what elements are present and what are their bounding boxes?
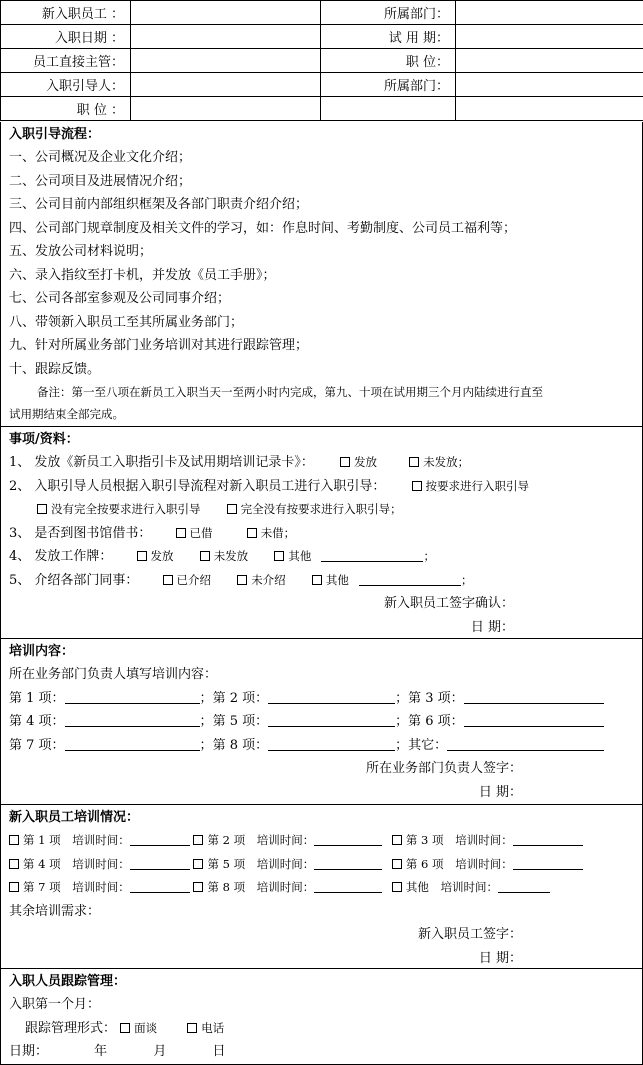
- status-item-8-checkbox[interactable]: 第 8 项: [193, 880, 245, 894]
- items-date: 日 期：: [470, 619, 514, 635]
- header-row: [1, 49, 643, 73]
- training-section: [0, 639, 643, 805]
- items-line-2: [9, 475, 634, 499]
- time-label: 培训时间：: [440, 880, 499, 894]
- header-row: [1, 25, 643, 49]
- status-row: [9, 853, 634, 877]
- time-label: 培训时间：: [256, 856, 315, 871]
- status-item-7-checkbox[interactable]: 第 7 项: [9, 880, 61, 894]
- time-5-input[interactable]: [314, 856, 382, 870]
- sep: ；: [199, 690, 213, 706]
- badge-other-checkbox[interactable]: 其他: [274, 549, 311, 564]
- items-section: [0, 427, 643, 639]
- items-title: 事项/资料：: [9, 432, 79, 447]
- items-line-5-label: 5、 介绍各部门同事：: [9, 572, 139, 588]
- empty-cell: [456, 97, 643, 121]
- training-sign: 所在业务部门负责人签字：: [365, 761, 522, 776]
- header-row: [1, 73, 643, 97]
- training-row: [9, 734, 634, 758]
- not-introduced-checkbox[interactable]: 未介绍: [237, 573, 286, 588]
- time-label: 培训时间：: [256, 880, 315, 894]
- flow-item: 八、带领新入职员工至其所属业务部门；: [9, 314, 244, 330]
- time-7-input[interactable]: [130, 879, 190, 893]
- guided-as-required-checkbox[interactable]: 按要求进行入职引导: [412, 479, 530, 494]
- sep: ；: [199, 737, 213, 753]
- status-item-4-checkbox[interactable]: 第 4 项: [9, 857, 61, 871]
- training-title: 培训内容：: [9, 644, 75, 659]
- flow-item: 四、公司部门规章制度及相关文件的学习，如：作息时间、考勤制度、公司员工福利等；: [9, 220, 517, 236]
- training-date: 日 期：: [478, 784, 522, 800]
- probation-label: 试 用 期：: [321, 25, 456, 49]
- guide-department-label: 所属部门：: [321, 73, 456, 97]
- status-date: 日 期：: [478, 950, 522, 966]
- training-item-3-input[interactable]: [464, 690, 604, 704]
- flow-note: 备注：第一至八项在新员工入职当天一至两小时内完成，第九、十项在试用期三个月内陆续进行直至: [37, 385, 543, 399]
- flow-item: 九、针对所属业务部门业务培训对其进行跟踪管理；: [9, 338, 309, 353]
- header-row: [1, 1, 643, 25]
- training-item-label: 第 8 项：: [212, 737, 269, 753]
- flow-item: 五、发放公司材料说明；: [9, 244, 153, 259]
- training-item-2-input[interactable]: [268, 690, 395, 704]
- supervisor-label: 员工直接主管：: [1, 49, 131, 73]
- training-item-7-input[interactable]: [65, 737, 200, 751]
- status-title: 新入职员工培训情况：: [9, 810, 140, 825]
- department-field[interactable]: [456, 1, 643, 25]
- year-label: 年: [94, 1044, 108, 1059]
- other-needs: 其余培训需求：: [9, 903, 101, 919]
- training-item-1-input[interactable]: [65, 690, 200, 704]
- training-item-4-input[interactable]: [65, 713, 200, 727]
- time-4-input[interactable]: [130, 856, 190, 870]
- partially-guided-checkbox[interactable]: 没有完全按要求进行入职引导: [37, 502, 201, 517]
- time-label: 培训时间：: [455, 833, 513, 847]
- new-employee-field[interactable]: [131, 1, 321, 25]
- items-line-3: [9, 522, 634, 546]
- introduced-checkbox[interactable]: 已介绍: [163, 573, 212, 588]
- training-item-label: 第 6 项：: [408, 714, 464, 729]
- items-line-4: [9, 545, 634, 569]
- day-label: 日: [212, 1044, 226, 1059]
- flow-item: 三、公司目前内部组织框架及各部门职责介绍介绍；: [9, 197, 309, 212]
- items-line-2-label: 2、 入职引导人员根据入职引导流程对新入职员工进行入职引导：: [9, 478, 386, 494]
- training-item-label: 第 3 项：: [408, 690, 464, 706]
- items-line-2b: [9, 498, 634, 522]
- status-section: [0, 805, 643, 969]
- time-label: 培训时间：: [256, 833, 315, 847]
- header-row: [1, 97, 643, 121]
- training-intro: 所在业务部门负责人填写培训内容：: [9, 667, 218, 682]
- flow-item: 一、公司概况及企业文化介绍；: [9, 150, 192, 165]
- training-item-label: 其它：: [408, 737, 448, 753]
- tracking-form-row: [9, 1017, 634, 1041]
- borrowed-checkbox[interactable]: 已借: [176, 526, 213, 541]
- items-line-4-label: 4、 发放工作牌：: [9, 549, 113, 564]
- phone-checkbox[interactable]: 电话: [187, 1021, 224, 1036]
- flow-item: 六、录入指纹至打卡机，并发放《员工手册》；: [9, 267, 276, 283]
- interview-checkbox[interactable]: 面谈: [120, 1021, 157, 1036]
- time-6-input[interactable]: [513, 856, 583, 870]
- training-row: [9, 710, 634, 734]
- semicolon: ；: [460, 572, 473, 587]
- tracking-date-row: [9, 1040, 634, 1064]
- training-item-label: 第 1 项：: [9, 690, 65, 706]
- hire-date-label: 入职日期 ：: [1, 25, 131, 49]
- training-item-5-input[interactable]: [268, 713, 395, 727]
- tracking-month: 入职第一个月：: [9, 997, 101, 1012]
- issued-checkbox[interactable]: 发放: [340, 455, 377, 470]
- month-label: 月: [153, 1044, 167, 1059]
- supervisor-field[interactable]: [131, 49, 321, 73]
- sep: ；: [395, 714, 409, 729]
- time-label: 培训时间：: [72, 856, 130, 871]
- flow-item: 七、公司各部室参观及公司同事介绍；: [9, 291, 231, 306]
- flow-item: 十、跟踪反馈。: [9, 361, 101, 377]
- probation-field[interactable]: [456, 25, 643, 49]
- items-line-1-label: 1、 发放《新员工入职指引卡及试用期培训记录卡》：: [9, 455, 314, 470]
- status-item-1-checkbox[interactable]: 第 1 项: [9, 833, 61, 847]
- hire-date-field[interactable]: [131, 25, 321, 49]
- flow-note-cont: 试用期结束全部完成。: [9, 407, 124, 421]
- intro-other-input[interactable]: [359, 572, 461, 586]
- not-guided-checkbox[interactable]: 完全没有按要求进行入职引导；: [227, 502, 402, 517]
- status-sign: 新入职员工签字：: [417, 927, 522, 942]
- guide-department-field[interactable]: [456, 73, 643, 97]
- badge-other-input[interactable]: [321, 548, 423, 562]
- sep: ；: [395, 690, 409, 706]
- time-8-input[interactable]: [314, 879, 382, 893]
- status-item-3-checkbox[interactable]: 第 3 项: [392, 833, 444, 847]
- tracking-title: 入职人员跟踪管理：: [9, 974, 127, 989]
- flow-item: 二、公司项目及进展情况介绍；: [9, 173, 192, 189]
- training-item-label: 第 4 项：: [9, 714, 65, 729]
- sep: ；: [199, 714, 213, 729]
- time-label: 培训时间：: [72, 880, 130, 894]
- training-other-input[interactable]: [447, 737, 604, 751]
- status-row: [9, 876, 634, 900]
- training-row: [9, 687, 634, 711]
- status-row: [9, 829, 634, 853]
- training-item-8-input[interactable]: [268, 737, 395, 751]
- flow-section: [0, 122, 643, 427]
- time-label: 培训时间：: [72, 833, 130, 847]
- guide-position-label: 职 位 ：: [1, 97, 131, 121]
- time-other-input[interactable]: [498, 879, 550, 893]
- items-line-3-label: 3、 是否到图书馆借书：: [9, 525, 152, 541]
- not-issued-checkbox[interactable]: 未发放；: [409, 455, 469, 470]
- not-borrowed-checkbox[interactable]: 未借；: [247, 526, 296, 541]
- badge-not-issued-checkbox[interactable]: 未发放: [200, 549, 249, 564]
- items-line-1: [9, 451, 634, 475]
- status-item-2-checkbox[interactable]: 第 2 项: [193, 833, 245, 847]
- department-label: 所属部门：: [321, 1, 456, 25]
- guide-position-field[interactable]: [131, 97, 321, 121]
- intro-other-checkbox[interactable]: 其他: [312, 573, 349, 588]
- items-sign: 新入职员工签字确认：: [383, 596, 514, 611]
- status-item-5-checkbox[interactable]: 第 5 项: [193, 857, 245, 871]
- items-line-5: [9, 569, 634, 593]
- status-other-checkbox[interactable]: 其他: [392, 880, 429, 894]
- time-1-input[interactable]: [130, 832, 190, 846]
- position-label: 职 位：: [321, 49, 456, 73]
- guide-field[interactable]: [131, 73, 321, 97]
- time-2-input[interactable]: [314, 832, 382, 846]
- status-item-6-checkbox[interactable]: 第 6 项: [392, 857, 444, 871]
- position-field[interactable]: [456, 49, 643, 73]
- tracking-date-label: 日期：: [9, 1044, 49, 1059]
- flow-title: 入职引导流程：: [9, 127, 101, 142]
- tracking-section: [0, 969, 643, 1065]
- semicolon: ；: [423, 549, 435, 563]
- time-label: 培训时间：: [455, 856, 513, 871]
- empty-cell: [321, 97, 456, 121]
- training-item-label: 第 5 项：: [212, 714, 269, 729]
- training-item-label: 第 2 项：: [212, 690, 269, 706]
- badge-issued-checkbox[interactable]: 发放: [137, 549, 174, 564]
- training-item-6-input[interactable]: [464, 713, 604, 727]
- guide-label: 入职引导人：: [1, 73, 131, 97]
- new-employee-label: 新入职员工 ：: [1, 1, 131, 25]
- sep: ；: [395, 737, 409, 753]
- tracking-form-label: 跟踪管理形式：: [25, 1020, 117, 1036]
- header-table: [0, 0, 643, 121]
- training-item-label: 第 7 项：: [9, 737, 65, 753]
- time-3-input[interactable]: [513, 832, 583, 846]
